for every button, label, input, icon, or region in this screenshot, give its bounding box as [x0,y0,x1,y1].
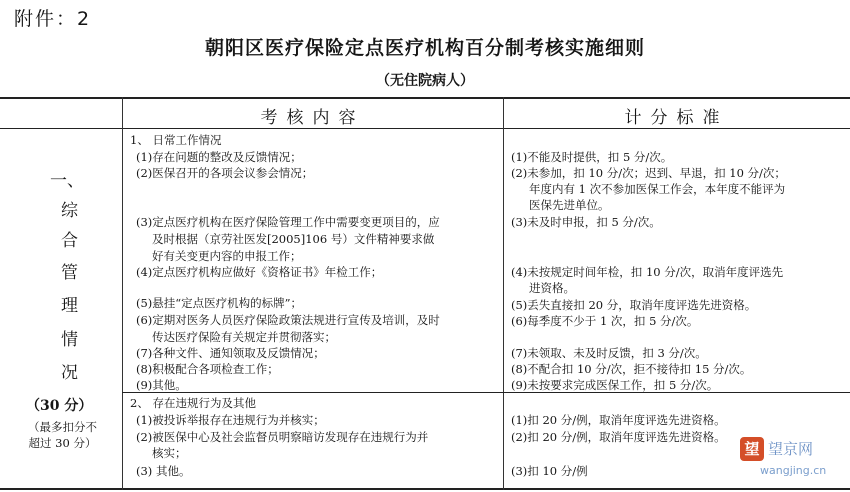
header-content: 考核内容 [260,108,365,128]
column-divider-left [122,97,123,490]
document-subtitle: （无住院病人） [376,73,474,89]
standard-line: (5)丢失直接扣 20 分，取消年度评选先进资格。 [511,298,757,312]
standard-line: (1)扣 20 分/例，取消年度评选先进资格。 [511,413,726,427]
content-line: (9)其他。 [136,378,187,392]
standard-line: (6)每季度不少于 1 次，扣 5 分/次。 [511,314,699,328]
content-line: (3)定点医疗机构在医疗保险管理工作中需要变更项目的，应 [136,215,440,229]
category-note: （最多扣分不 [28,420,97,434]
standard-line: (3)未及时申报，扣 5 分/次。 [511,215,661,229]
watermark-name: 望京网 [768,440,814,458]
content-line: (2)被医保中心及社会监督员明察暗访发现存在违规行为并 [136,430,429,444]
content-line: 1、 日常工作情况 [130,133,222,147]
category-char: 一、 [50,171,84,191]
content-line: (4)定点医疗机构应做好《资格证书》年检工作； [136,265,383,279]
table-bottom-border [0,488,850,490]
watermark-icon: 望 [740,437,764,461]
standard-line: (1)不能及时提供，扣 5 分/次。 [511,150,673,164]
standard-line: (9)未按要求完成医保工作，扣 5 分/次。 [511,378,719,392]
header-standard: 计分标准 [624,108,729,128]
header-bottom-border [0,128,850,129]
standard-line: 进资格。 [529,281,575,295]
watermark-url: wangjing.cn [760,464,827,477]
category-char: 综 [61,201,78,221]
category-score: （30 分） [26,398,93,414]
content-line: (3) 其他。 [136,464,191,478]
category-char: 管 [61,263,78,283]
standard-line: (7)未领取、未及时反馈，扣 3 分/次。 [511,346,707,360]
standard-line: (4)未按规定时间年检，扣 10 分/次，取消年度评选先 [511,265,784,279]
content-line: 好有关变更内容的申报工作； [152,249,302,263]
content-line: (8)积极配合各项检查工作； [136,362,279,376]
standard-line: 医保先进单位。 [529,198,610,212]
standard-line: (2)扣 20 分/例，取消年度评选先进资格。 [511,430,726,444]
column-divider-right [503,97,504,490]
content-line: 核实； [152,446,187,460]
content-line: (2)医保召开的各项会议参会情况； [136,166,314,180]
category-char: 况 [61,363,78,383]
table-top-border [0,97,850,99]
standard-line: (8)不配合扣 10 分/次，拒不接待扣 15 分/次。 [511,362,752,376]
content-line: 传达医疗保险有关规定并贯彻落实； [152,330,336,344]
content-line: (7)各种文件、通知领取及反馈情况； [136,346,325,360]
content-line: (6)定期对医务人员医疗保险政策法规进行宣传及培训，及时 [136,313,440,327]
content-line: 2、 存在违规行为及其他 [130,396,256,410]
content-line: (1)存在问题的整改及反馈情况； [136,150,302,164]
watermark-logo [740,437,836,479]
content-line: (5)悬挂“定点医疗机构的标牌”； [136,296,303,310]
category-note: 超过 30 分） [28,436,97,450]
standard-line: (3)扣 10 分/例 [511,464,588,478]
category-char: 理 [61,296,78,316]
section-divider [122,392,850,393]
category-char: 情 [61,330,78,350]
content-line: 及时根据（京劳社医发[2005]106 号）文件精神要求做 [152,232,435,246]
attachment-label: 附件：2 [14,8,92,30]
document-title: 朝阳区医疗保险定点医疗机构百分制考核实施细则 [204,37,645,59]
standard-line: 年度内有 1 次不参加医保工作会，本年度不能评为 [529,182,786,196]
standard-line: (2)未参加，扣 10 分/次；迟到、早退，扣 10 分/次； [511,166,786,180]
category-char: 合 [61,231,78,251]
content-line: (1)被投诉举报存在违规行为并核实； [136,413,325,427]
